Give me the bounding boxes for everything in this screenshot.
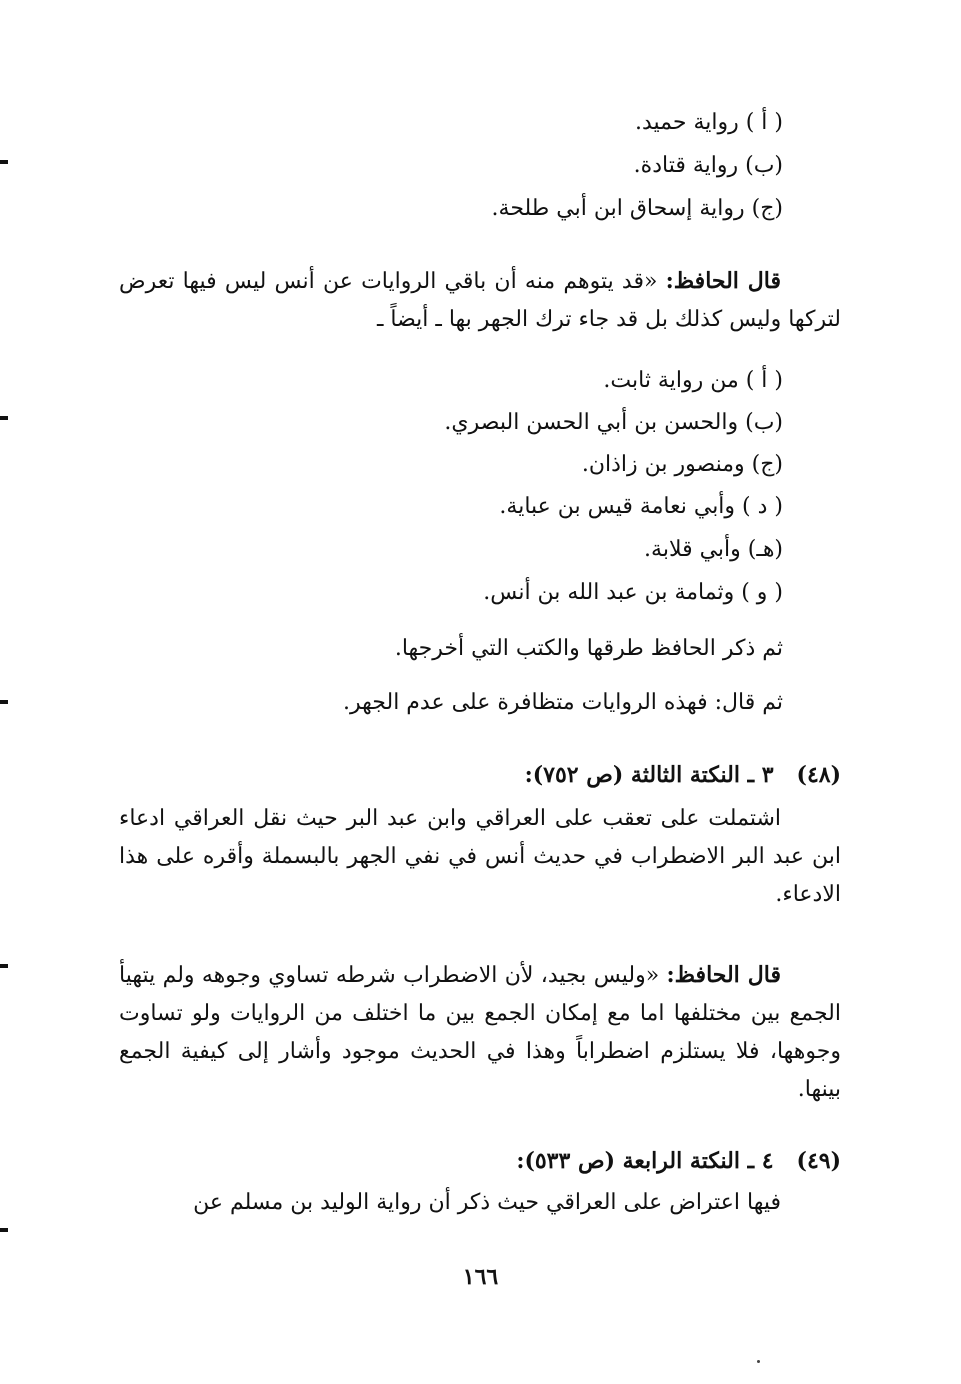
section-title: ٤ ـ النكتة الرابعة (ص ٥٣٣): — [516, 1148, 774, 1174]
paragraph-hafiz-1 — [119, 262, 841, 339]
list-item: ( أ ) رواية حميد. — [634, 110, 783, 135]
section-number: (٤٩) — [796, 1148, 841, 1174]
page-number: ١٦٦ — [462, 1264, 499, 1290]
list-item: (ج) رواية إسحاق ابن أبي طلحة. — [491, 196, 783, 221]
quote-text: «وليس بجيد، لأن الاضطراب شرطه تساوي وجوهه ولم يتهيأ الجمع بين مختلفها اما مع إمكان الجمع بين ما اختلف من الروايات ولو تساوت وجوهها، فلا يستلزم اضطراباً وهذا في الحديث موجود وأشار إلى كيفية الجمع بينها. — [119, 963, 841, 1102]
list-item: (ج) ومنصور بن زاذان. — [581, 452, 783, 477]
scan-edge-mark — [0, 700, 8, 704]
scan-edge-mark — [0, 160, 8, 164]
section-title: ٣ ـ النكتة الثالثة (ص ٧٥٢): — [524, 762, 774, 788]
scan-speck — [757, 1360, 760, 1363]
section-heading-49 — [516, 1146, 841, 1176]
list-item: (ب) والحسن بن أبي الحسن البصري. — [444, 410, 783, 435]
list-item: (ب) رواية قتادة. — [633, 153, 783, 178]
list-item: ( د ) وأبي نعامة قيس بن عباية. — [499, 494, 783, 519]
paragraph-summary-48: اشتملت على تعقب على العراقي وابن عبد البر حيث نقل العراقي ادعاء ابن عبد البر الاضطراب في حديث أنس في نفي الجهر بالبسملة وأقره على هذا الادعاء. — [119, 806, 841, 907]
scan-edge-mark — [0, 964, 8, 968]
quote-text: «قد يتوهم منه أن باقي الروايات عن أنس ليس فيها تعرض لتركها وليس كذلك بل قد جاء ترك الجهر بها ـ أيضاً ـ — [119, 269, 841, 332]
list-item: ( و ) وثمامة بن عبد الله بن أنس. — [483, 580, 783, 605]
list-item: (هـ) وأبي قلابة. — [644, 537, 783, 562]
text-line: ثم ذكر الحافظ طرقها والكتب التي أخرجها. — [394, 636, 783, 661]
speaker-label: قال الحافظ: — [666, 962, 781, 988]
paragraph-summary-49: فيها اعتراض على العراقي حيث ذكر أن رواية الوليد بن مسلم عن — [193, 1190, 781, 1215]
text-line: ثم قال: فهذه الروايات متظافرة على عدم الجهر. — [343, 690, 783, 715]
paragraph-hafiz-2 — [119, 956, 841, 1109]
scan-edge-mark — [0, 416, 8, 420]
section-number: (٤٨) — [796, 762, 841, 788]
list-item: ( أ ) من رواية ثابت. — [603, 368, 783, 393]
section-heading-48 — [525, 760, 841, 790]
scan-edge-mark — [0, 1228, 8, 1232]
speaker-label: قال الحافظ: — [665, 268, 781, 294]
